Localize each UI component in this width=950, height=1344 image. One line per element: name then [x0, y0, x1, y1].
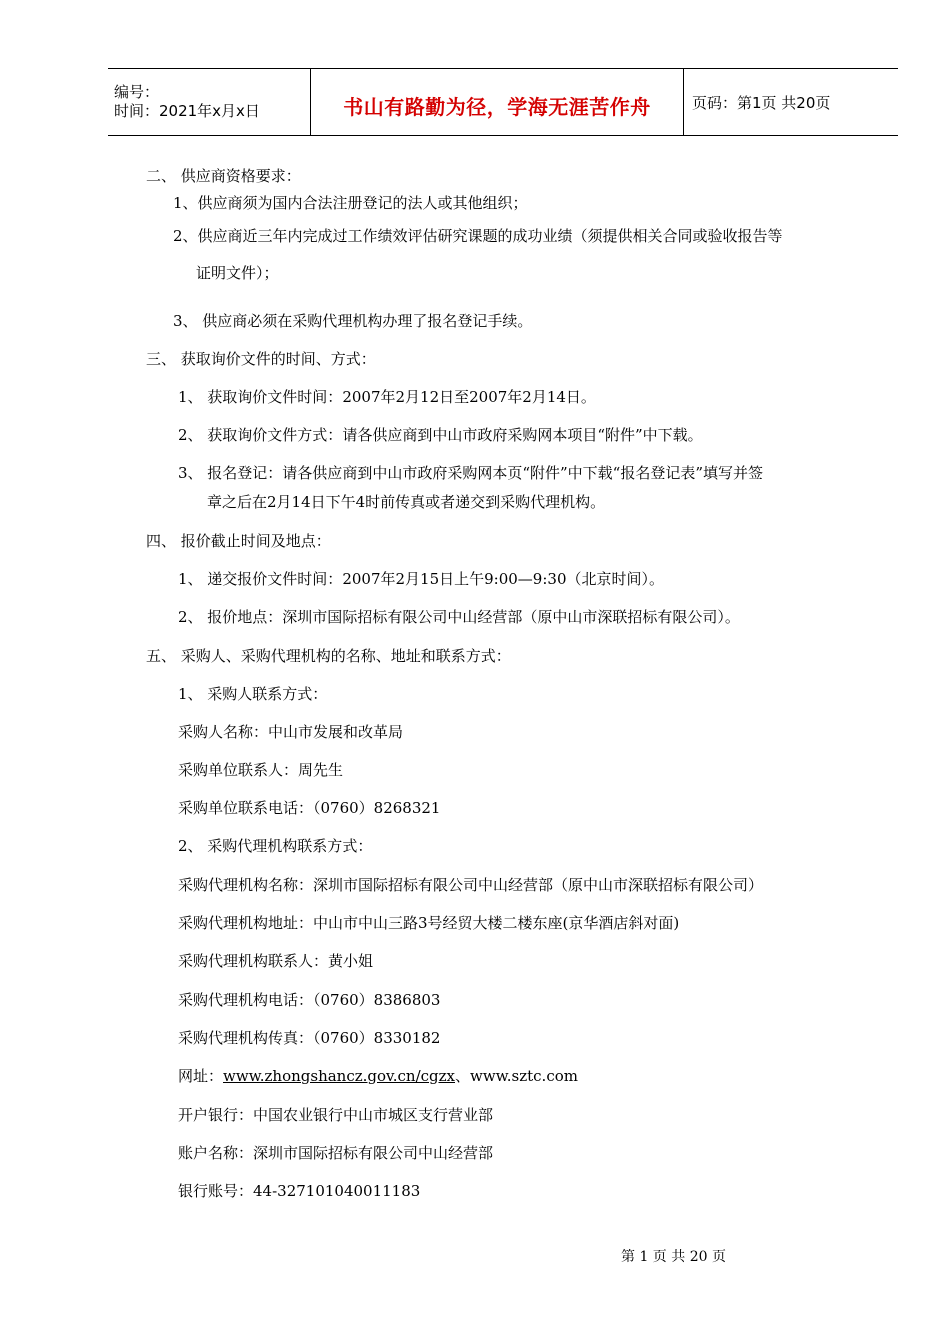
page-header: [108, 68, 898, 136]
contact-line: 采购代理机构地址：中山市中山三路3号经贸大楼二楼东座(京华酒店斜对面): [178, 914, 680, 932]
list-item-continued: 章之后在2月14日下午4时前传真或者递交到采购代理机构。: [207, 493, 606, 511]
list-item: 1、 递交报价文件时间：2007年2月15日上午9:00—9:30（北京时间）。: [178, 570, 664, 588]
header-meta: [108, 69, 310, 135]
section-heading-3: 三、 获取询价文件的时间、方式：: [146, 350, 376, 368]
contact-line: 采购代理机构联系人：黄小姐: [178, 952, 374, 970]
website-line: [178, 1066, 578, 1086]
list-item-continued: 证明文件）；: [196, 264, 279, 282]
header-motto-cell: [310, 69, 684, 135]
section-heading-5: 五、 采购人、采购代理机构的名称、地址和联系方式：: [146, 647, 511, 665]
list-item: 1、 获取询价文件时间：2007年2月12日至2007年2月14日。: [178, 388, 596, 406]
list-item: 3、 报名登记：请各供应商到中山市政府采购网本页“附件”中下载“报名登记表”填写并签: [178, 464, 763, 482]
contact-line: 采购单位联系人：周先生: [178, 761, 344, 779]
contact-line: 采购人名称：中山市发展和改革局: [178, 723, 404, 741]
list-item: 2、 报价地点：深圳市国际招标有限公司中山经营部（原中山市深联招标有限公司）。: [178, 608, 740, 626]
contact-line: 采购单位联系电话：（0760）8268321: [178, 799, 441, 817]
section-heading-4: 四、 报价截止时间及地点：: [146, 532, 331, 550]
website-link-zhongshancz[interactable]: www.zhongshancz.gov.cn/cgzx: [223, 1067, 455, 1085]
website-separator: 、: [455, 1067, 471, 1085]
document-time-label: 时间：2021年x月x日: [114, 102, 260, 120]
bank-line: 银行账号：44-327101040011183: [178, 1182, 421, 1200]
contact-line: 采购代理机构传真：（0760）8330182: [178, 1029, 441, 1047]
header-page-cell: [684, 69, 898, 135]
bank-line: 开户银行：中国农业银行中山市城区支行营业部: [178, 1106, 494, 1124]
list-item: 2、 采购代理机构联系方式：: [178, 837, 373, 855]
list-item: 2、供应商近三年内完成过工作绩效评估研究课题的成功业绩（须提供相关合同或验收报告等: [173, 227, 783, 245]
list-item: 1、供应商须为国内合法注册登记的法人或其他组织；: [173, 194, 528, 212]
header-page-label: 页码：第1页 共20页: [692, 93, 831, 112]
website-label: 网址：: [178, 1067, 224, 1085]
document-number-label: 编号：: [114, 83, 160, 101]
list-item: 2、 获取询价文件方式：请各供应商到中山市政府采购网本项目“附件”中下载。: [178, 426, 703, 444]
contact-line: 采购代理机构电话：（0760）8386803: [178, 991, 441, 1009]
page-footer: 第 1 页 共 20 页: [621, 1249, 726, 1265]
website-link-sztc[interactable]: www.sztc.com: [470, 1067, 578, 1085]
header-motto: 书山有路勤为径，学海无涯苦作舟: [343, 94, 651, 119]
bank-line: 账户名称：深圳市国际招标有限公司中山经营部: [178, 1144, 494, 1162]
contact-line: 采购代理机构名称：深圳市国际招标有限公司中山经营部（原中山市深联招标有限公司）: [178, 876, 764, 894]
list-item: 3、 供应商必须在采购代理机构办理了报名登记手续。: [173, 312, 533, 330]
section-heading-2: 二、 供应商资格要求：: [146, 167, 301, 185]
list-item: 1、 采购人联系方式：: [178, 685, 328, 703]
